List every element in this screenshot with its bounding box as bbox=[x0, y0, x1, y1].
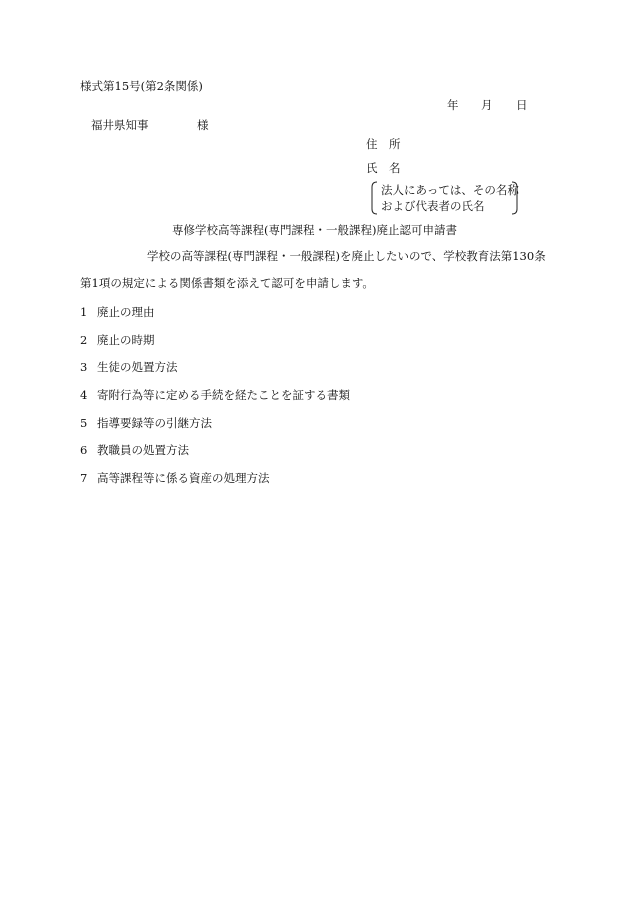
list-item-text: 廃止の理由 bbox=[97, 305, 155, 319]
list-item bbox=[80, 335, 155, 347]
list-item-text: 生徒の処置方法 bbox=[97, 360, 178, 374]
date-year-label: 年 bbox=[447, 98, 459, 112]
applicant-note bbox=[369, 181, 521, 214]
list-item-number: 1 bbox=[80, 305, 88, 319]
list-item bbox=[80, 307, 155, 319]
list-item-number: 5 bbox=[80, 416, 88, 430]
applicant-name-label: 氏 名 bbox=[366, 161, 401, 175]
list-item bbox=[80, 390, 350, 402]
date-day-label: 日 bbox=[516, 98, 528, 112]
list-item-number: 7 bbox=[80, 471, 88, 485]
list-item-text: 寄附行為等に定める手続を経たことを証する書類 bbox=[97, 388, 350, 402]
list-item-text: 教職員の処置方法 bbox=[97, 443, 189, 457]
list-item-text: 指導要録等の引継方法 bbox=[97, 416, 212, 430]
applicant-address-label: 住 所 bbox=[366, 137, 401, 151]
list-item-number: 6 bbox=[80, 443, 88, 457]
addressee-honorific: 様 bbox=[197, 118, 209, 132]
body-line-2: 第1項の規定による関係書類を添えて認可を申請します。 bbox=[80, 276, 374, 290]
list-item-text: 高等課程等に係る資産の処理方法 bbox=[97, 471, 270, 485]
body-line-1: 学校の高等課程(専門課程・一般課程)を廃止したいので、学校教育法第130条 bbox=[147, 249, 546, 263]
list-item bbox=[80, 362, 178, 374]
applicant-note-line2: および代表者の氏名 bbox=[381, 199, 485, 213]
list-item-text: 廃止の時期 bbox=[97, 333, 155, 347]
list-item-number: 4 bbox=[80, 388, 88, 402]
list-item-number: 2 bbox=[80, 333, 88, 347]
form-number: 様式第15号(第2条関係) bbox=[80, 79, 203, 93]
list-item-number: 3 bbox=[80, 360, 88, 374]
list-item bbox=[80, 445, 189, 457]
list-item bbox=[80, 473, 270, 485]
list-item bbox=[80, 418, 212, 430]
document-title: 専修学校高等課程(専門課程・一般課程)廃止認可申請書 bbox=[172, 223, 457, 237]
addressee-name: 福井県知事 bbox=[91, 118, 149, 132]
applicant-note-line1: 法人にあっては、その名称 bbox=[381, 183, 519, 197]
date-month-label: 月 bbox=[481, 98, 493, 112]
